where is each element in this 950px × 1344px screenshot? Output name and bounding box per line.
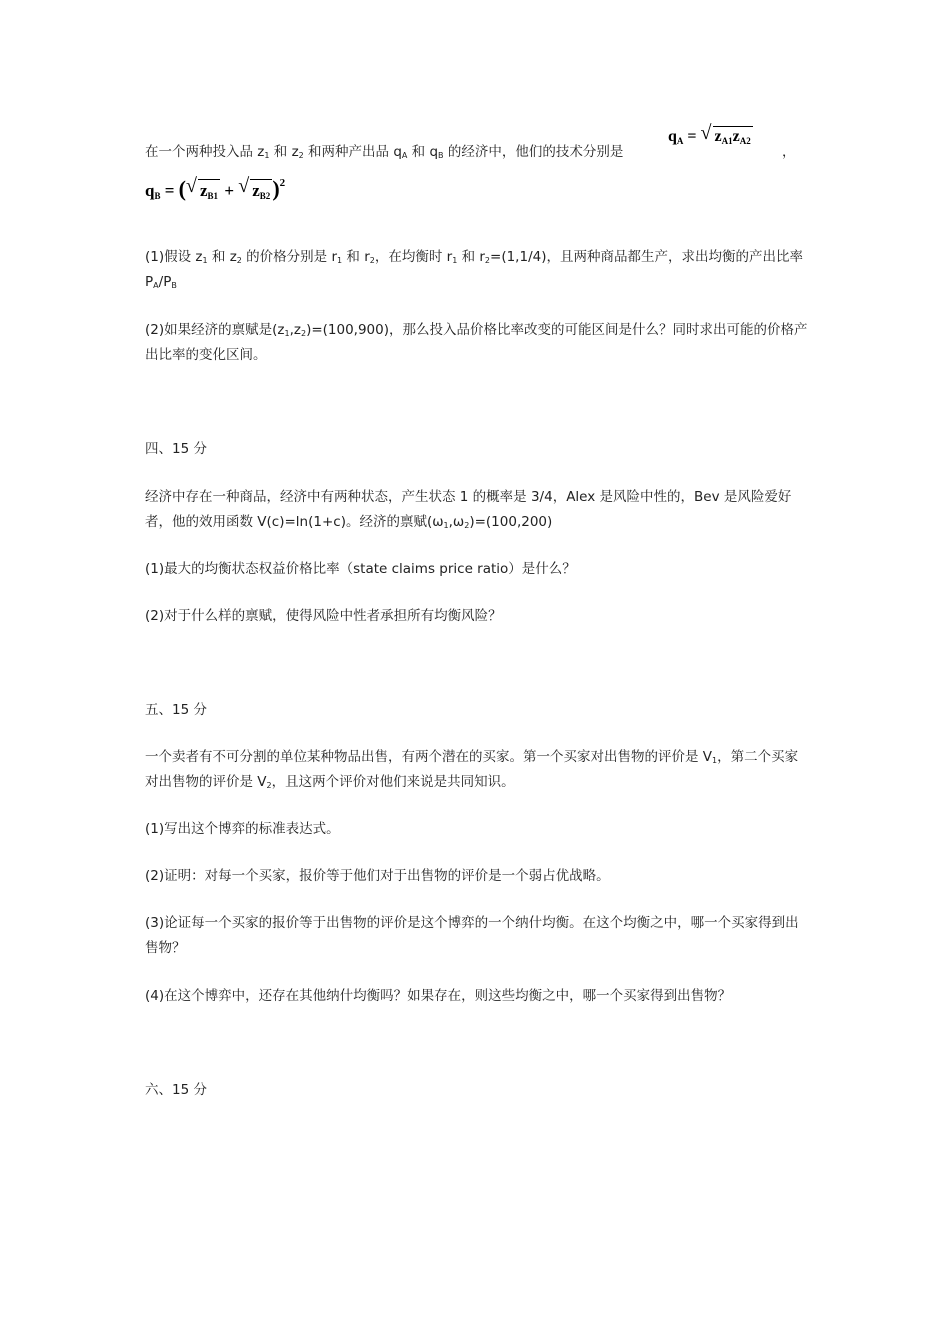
- q5-intro: 一个卖者有不可分割的单位某种物品出售，有两个潜在的买家。第一个买家对出售物的评价是 $V_1$，第二个买家对出售物的评价是 $V_2$，且这两个评价对他们来说是共同知识。: [145, 749, 799, 790]
- q4-intro: 经济中存在一种商品，经济中有两种状态，产生状态 1 的概率是 3/4，Alex 是风险中性的，Bev 是风险爱好者，他的效用函数 V(c)=ln(1+c)。经济的禀赋$(\omega_1,\omega_2)=(100,200)$: [145, 489, 792, 530]
- q5-part3: (3)论证每一个买家的报价等于出售物的评价是这个博弈的一个纳什均衡。在这个均衡之中，哪一个买家得到出售物？: [145, 915, 799, 956]
- q5-heading: 五、15 分: [145, 702, 207, 718]
- formula-qa: qA = √ zA1zA2: [668, 126, 753, 146]
- q3-intro: 在一个两种投入品 $z_1$ 和 $z_2$ 和两种产出品 $q_A$ 和 $q_B$ 的经济中，他们的技术分别是: [145, 144, 624, 160]
- q5-part2: (2)证明：对每一个买家，报价等于他们对于出售物的评价是一个弱占优战略。: [145, 868, 610, 884]
- q5-part1: (1)写出这个博弈的标准表达式。: [145, 821, 340, 837]
- q4-part1: (1)最大的均衡状态权益价格比率（state claims price ratio）是什么？: [145, 561, 576, 577]
- q5-part4: (4)在这个博弈中，还存在其他纳什均衡吗？如果存在，则这些均衡之中，哪一个买家得到出售物？: [145, 988, 732, 1004]
- q3-part2: (2)如果经济的禀赋是$(z_1,z_2)=(100,900)$，那么投入品价格比率改变的可能区间是什么？同时求出可能的价格产出比率的变化区间。: [145, 322, 808, 363]
- q6-heading: 六、15 分: [145, 1082, 207, 1098]
- q4-heading: 四、15 分: [145, 441, 207, 457]
- q3-part1: (1)假设 $z_1$ 和 $z_2$ 的价格分别是 $r_1$ 和 $r_2$，在均衡时 $r_1$ 和 $r_2=(1,1/4)$，且两种商品都生产，求出均衡的产出比率 $P_A/P_B$: [145, 249, 803, 290]
- q3-intro-comma: ，: [782, 144, 796, 160]
- q4-part2: (2)对于什么样的禀赋，使得风险中性者承担所有均衡风险？: [145, 608, 502, 624]
- formula-qb: qB = (√ zB1 + √ zB2)$^2$: [145, 176, 285, 202]
